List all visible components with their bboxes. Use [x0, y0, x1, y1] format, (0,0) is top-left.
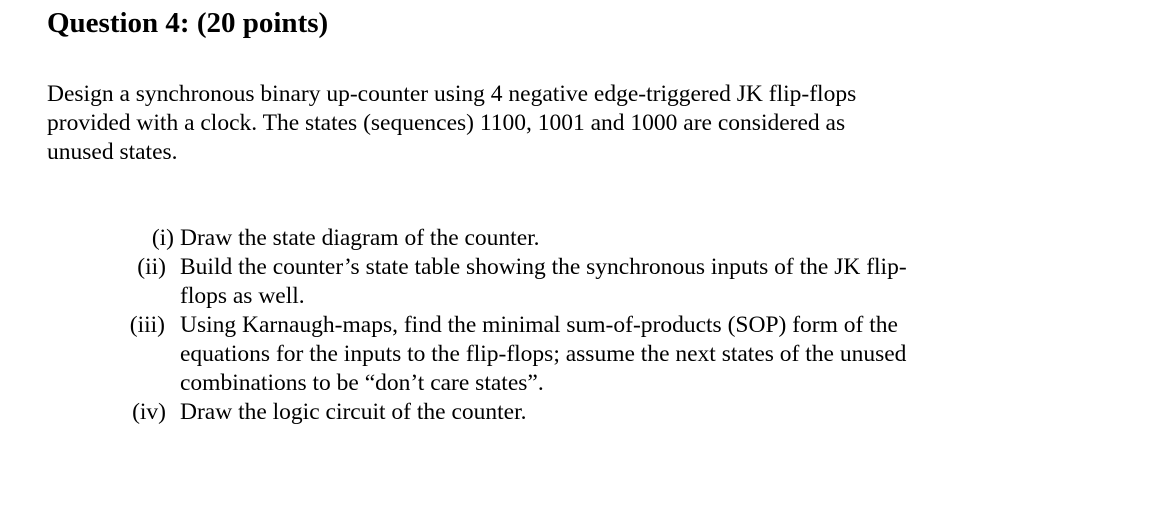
item-text-line: Draw the state diagram of the counter.	[180, 225, 540, 251]
item-text-line: combinations to be “don’t care states”.	[180, 370, 544, 396]
question-item-iv	[0, 398, 1156, 427]
item-number: (iv)	[132, 399, 166, 425]
item-text-line: flops as well.	[180, 283, 305, 309]
item-number: (iii)	[129, 312, 165, 338]
item-text-line: Build the counter’s state table showing the synchronous inputs of the JK flip-	[180, 254, 907, 280]
intro-line: provided with a clock. The states (sequences) 1100, 1001 and 1000 are considered as	[47, 110, 846, 136]
question-intro	[47, 80, 1107, 167]
question-items-list	[0, 224, 1156, 427]
question-item-i	[0, 224, 1156, 253]
item-text-line: equations for the inputs to the flip-flops; assume the next states of the unused	[180, 341, 907, 367]
item-text-line: Draw the logic circuit of the counter.	[180, 399, 527, 425]
question-item-ii	[0, 253, 1156, 311]
item-number: (i)	[151, 225, 174, 251]
item-number: (ii)	[137, 254, 166, 280]
question-title: Question 4: (20 points)	[47, 7, 329, 39]
question-item-iii	[0, 311, 1156, 398]
item-text-line: Using Karnaugh-maps, find the minimal sum-of-products (SOP) form of the	[180, 312, 898, 338]
intro-line: Design a synchronous binary up-counter using 4 negative edge-triggered JK flip-flops	[47, 81, 857, 107]
intro-line: unused states.	[47, 139, 178, 165]
